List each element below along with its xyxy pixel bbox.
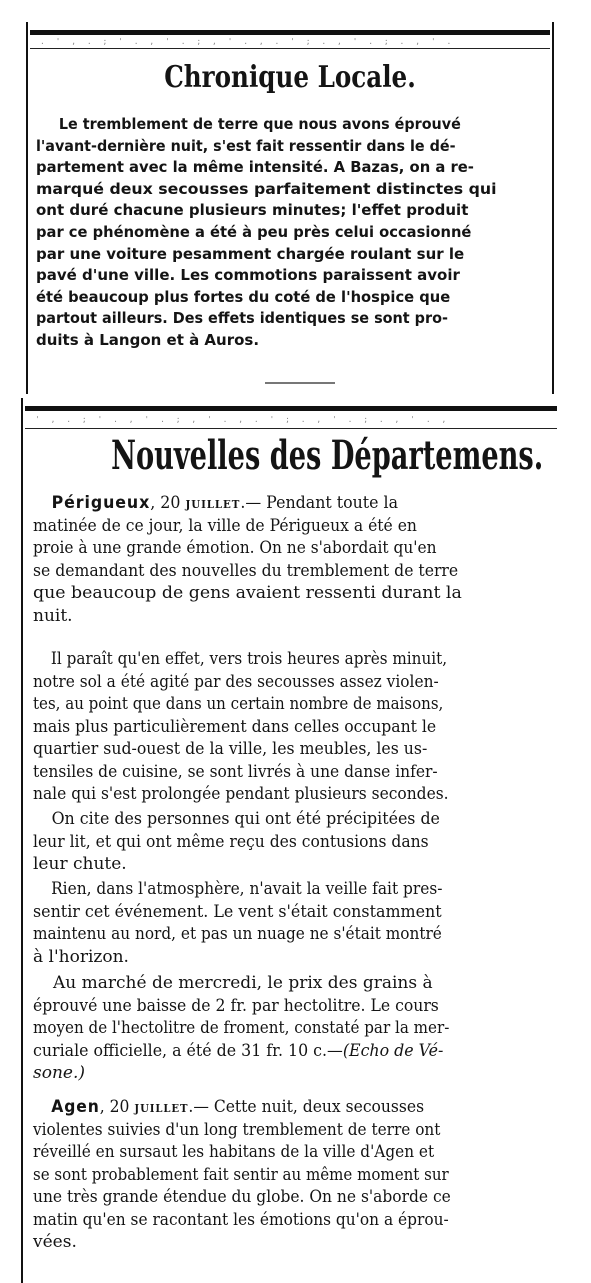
perigueux-article xyxy=(33,492,569,627)
top-rule xyxy=(30,30,550,35)
dateline-date: , 20 xyxy=(99,1097,130,1117)
text-line: pavé d'une ville. Les commotions paraissent avoir xyxy=(36,266,460,285)
text-line: moyen de l'hectolitre de froment, constaté par la mer- xyxy=(33,1018,450,1038)
end-ornament xyxy=(265,382,335,384)
text-line: à l'horizon. xyxy=(33,946,129,967)
article-paragraph xyxy=(33,648,569,806)
text-line: éprouvé une baisse de 2 fr. par hectolitre. Le cours xyxy=(33,995,439,1016)
nouvelles-clipping xyxy=(25,398,563,1283)
text-line: violentes suivies d'un long tremblement de terre ont xyxy=(33,1119,441,1140)
chronique-paragraph xyxy=(36,114,549,352)
text-line: se demandant des nouvelles du tremblement de terre xyxy=(33,560,459,581)
text-line: Rien, dans l'atmosphère, n'avait la veille fait pres- xyxy=(51,879,443,899)
text-line: Le tremblement de terre que nous avons éprouvé xyxy=(58,115,461,133)
text-line xyxy=(33,1040,531,1063)
print-noise: . ' , . ; ' . , ' . ; , ' . , . ' ; . , ' . ; . , ' . xyxy=(40,38,455,46)
article-paragraph xyxy=(33,878,569,968)
text-line: Au marché de mercredi, le prix des grains à xyxy=(53,973,433,993)
text-line: nuit. xyxy=(33,605,73,626)
section-title: Nouvelles des Départemens. xyxy=(111,432,544,479)
text-line: Il paraît qu'en effet, vers trois heures après minuit, xyxy=(50,649,448,669)
text-line: tensiles de cuisine, se sont livrés à une danse infer- xyxy=(33,761,438,782)
section-title: Chronique Locale. xyxy=(164,60,416,95)
text-line: leur lit, et qui ont même reçu des contusions dans xyxy=(33,831,429,852)
source-citation: (Echo de Vé- xyxy=(342,1040,444,1061)
dateline xyxy=(33,492,531,515)
clipping-left-border xyxy=(21,398,23,1283)
text-line: par une voiture pesamment chargée roulant sur le xyxy=(36,244,465,263)
dateline-date: , 20 xyxy=(150,493,181,513)
text-line: maintenu au nord, et pas un nuage ne s'était montré xyxy=(33,924,442,944)
text-line: On cite des personnes qui ont été précipitées de xyxy=(51,809,440,829)
text-line: proie à une grande émotion. On ne s'abordait qu'en xyxy=(33,538,437,558)
text-line: l'avant-dernière nuit, s'est fait ressentir dans le dé- xyxy=(36,136,456,155)
text-line: se sont probablement fait sentir au même moment sur xyxy=(33,1164,449,1185)
text-line: vées. xyxy=(33,1232,77,1252)
text-line: leur chute. xyxy=(33,854,127,874)
article-paragraph xyxy=(33,808,569,876)
text-line: que beaucoup de gens avaient ressenti durant la xyxy=(33,583,462,603)
text-line: partement avec la même intensité. A Bazas, on a re- xyxy=(36,158,474,177)
text-line: par ce phénomène a été à peu près celui occasionné xyxy=(36,222,472,241)
text-line: quartier sud-ouest de la ville, les meubles, les us- xyxy=(33,739,428,759)
lead-text: .— Pendant toute la xyxy=(240,493,399,513)
dateline-month: juillet xyxy=(185,494,241,512)
top-rule xyxy=(25,406,557,411)
text-fragment: curiale officielle, a été de 31 fr. 10 c.— xyxy=(33,1040,343,1061)
text-line: ont duré chacune plusieurs minutes; l'effet produit xyxy=(36,201,469,220)
print-noise: ' , . ; ' . , ' . ; , ' . , . ' ; . , ' . ; . , ' . , xyxy=(35,416,450,424)
text-line: matin qu'en se racontant les émotions qu'on a éprou- xyxy=(33,1209,449,1230)
text-line: partout ailleurs. Des effets identiques se sont pro- xyxy=(36,309,448,328)
chronique-locale-clipping xyxy=(30,22,550,394)
top-thin-rule xyxy=(30,48,550,49)
article-paragraph xyxy=(33,972,569,1085)
text-line: réveillé en sursaut les habitans de la ville d'Agen et xyxy=(33,1142,435,1162)
text-line: nale qui s'est prolongée pendant plusieurs secondes. xyxy=(33,784,449,804)
dateline-month: juillet xyxy=(134,1098,189,1116)
text-line: sentir cet événement. Le vent s'était constamment xyxy=(33,901,442,922)
text-line: matinée de ce jour, la ville de Périgueux a été en xyxy=(33,515,417,536)
text-line: été beaucoup plus fortes du coté de l'hospice que xyxy=(36,287,451,306)
dateline-place: Agen xyxy=(51,1097,100,1117)
text-line: une très grande étendue du globe. On ne s'aborde ce xyxy=(33,1187,451,1207)
clipping-left-border xyxy=(26,22,28,394)
text-line: marqué deux secousses parfaitement distinctes qui xyxy=(36,179,497,198)
dateline xyxy=(33,1096,523,1119)
clipping-right-border xyxy=(552,22,554,394)
text-line: duits à Langon et à Auros. xyxy=(36,330,260,349)
text-line: mais plus particulièrement dans celles occupant le xyxy=(33,716,437,737)
text-line: notre sol a été agité par des secousses assez violen- xyxy=(33,671,439,692)
agen-article xyxy=(33,1096,569,1254)
text-line: sone.) xyxy=(33,1063,86,1083)
dateline-place: Périgueux xyxy=(51,493,151,513)
lead-text: .— Cette nuit, deux secousses xyxy=(188,1097,425,1117)
text-line: tes, au point que dans un certain nombre de maisons, xyxy=(33,694,444,714)
